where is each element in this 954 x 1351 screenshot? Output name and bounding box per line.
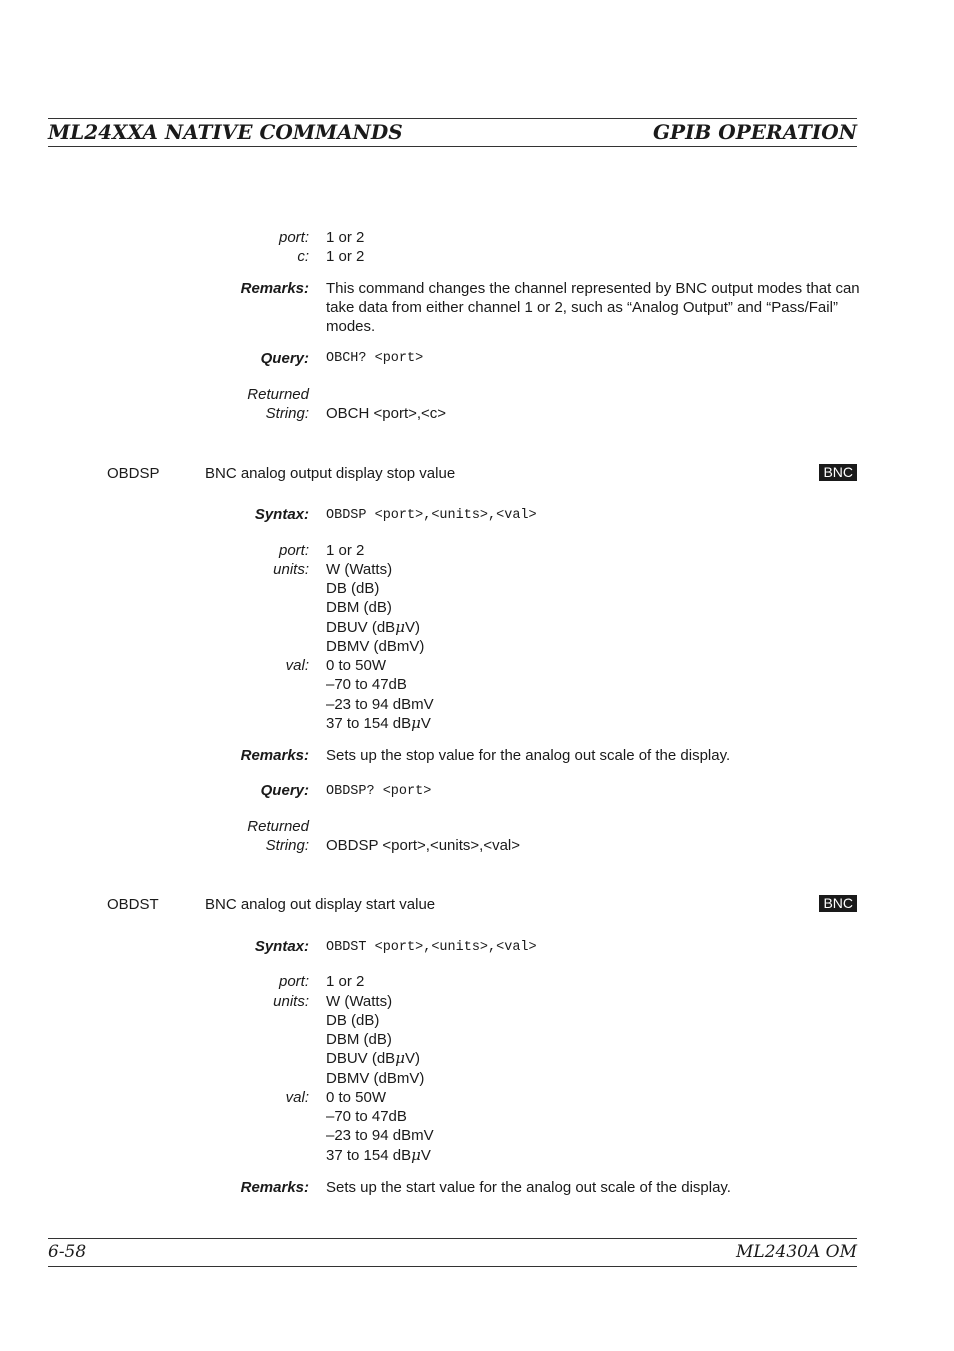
mu-symbol: μ <box>411 1146 421 1164</box>
dbuv-prefix: DBUV (dB <box>326 619 396 636</box>
string-label: String: <box>265 837 309 854</box>
header-chapter-title: GPIB OPERATION <box>652 120 857 144</box>
c-label: c: <box>297 248 309 265</box>
port-value: 1 or 2 <box>326 973 365 990</box>
port-label: port: <box>278 229 309 246</box>
remarks-label: Remarks: <box>240 747 309 764</box>
val-item: 0 to 50W <box>326 657 387 674</box>
mu-symbol: μ <box>395 1049 405 1067</box>
remarks-text: Sets up the start value for the analog out scale of the display. <box>326 1179 731 1196</box>
port-label: port: <box>278 973 309 990</box>
units-item: DBM (dB) <box>326 599 392 616</box>
c-value: 1 or 2 <box>326 248 365 265</box>
dbuv-prefix: DBUV (dB <box>326 1050 396 1067</box>
units-item-dbuv <box>326 1049 420 1068</box>
units-item: DBM (dB) <box>326 1031 392 1048</box>
remarks-label: Remarks: <box>240 280 309 297</box>
header-section-title: ML24XXA NATIVE COMMANDS <box>48 120 403 144</box>
val-item-dbuv <box>326 1146 431 1165</box>
units-item-dbuv <box>326 618 420 637</box>
units-item: DBMV (dBmV) <box>326 638 425 655</box>
val-item: –70 to 47dB <box>326 1108 407 1125</box>
port-value: 1 or 2 <box>326 229 365 246</box>
val-suffix: V <box>420 715 431 732</box>
mu-symbol: μ <box>395 618 405 636</box>
val-label: val: <box>285 1089 309 1106</box>
command-description: BNC analog out display start value <box>205 896 436 913</box>
dbuv-suffix: V) <box>404 1050 420 1067</box>
query-label: Query: <box>260 350 309 367</box>
page-number: 6-58 <box>48 1242 87 1262</box>
val-item: 0 to 50W <box>326 1089 387 1106</box>
units-label: units: <box>273 561 309 578</box>
syntax-label: Syntax: <box>254 506 309 523</box>
val-item: –23 to 94 dBmV <box>326 1127 434 1144</box>
units-item: DBMV (dBmV) <box>326 1070 425 1087</box>
syntax-label: Syntax: <box>254 938 309 955</box>
syntax-value: OBDSP <port>,<units>,<val> <box>326 508 537 523</box>
page-footer <box>48 1238 857 1267</box>
string-label: String: <box>265 405 309 422</box>
returned-label: Returned <box>247 386 309 403</box>
remarks-text: Sets up the stop value for the analog out scale of the display. <box>326 747 731 764</box>
val-item-dbuv <box>326 714 431 733</box>
manual-title: ML2430A OM <box>736 1242 857 1262</box>
units-label: units: <box>273 993 309 1010</box>
port-label: port: <box>278 542 309 559</box>
val-item: –23 to 94 dBmV <box>326 696 434 713</box>
returned-value: OBDSP <port>,<units>,<val> <box>326 837 521 854</box>
syntax-value: OBDST <port>,<units>,<val> <box>326 940 537 955</box>
command-description: BNC analog output display stop value <box>205 465 456 482</box>
port-value: 1 or 2 <box>326 542 365 559</box>
command-name: OBDST <box>107 896 159 913</box>
val-prefix: 37 to 154 dB <box>326 715 412 732</box>
remarks-label: Remarks: <box>240 1179 309 1196</box>
dbuv-suffix: V) <box>404 619 420 636</box>
returned-value: OBCH <port>,<c> <box>326 405 447 422</box>
units-item: W (Watts) <box>326 561 393 578</box>
query-value: OBCH? <port> <box>326 351 424 366</box>
command-name: OBDSP <box>107 465 160 482</box>
bnc-badge: BNC <box>819 895 857 912</box>
page-header <box>48 118 857 147</box>
query-value: OBDSP? <port> <box>326 784 432 799</box>
val-suffix: V <box>420 1147 431 1164</box>
mu-symbol: μ <box>411 714 421 732</box>
val-prefix: 37 to 154 dB <box>326 1147 412 1164</box>
units-item: W (Watts) <box>326 993 393 1010</box>
units-item: DB (dB) <box>326 580 380 597</box>
val-label: val: <box>285 657 309 674</box>
query-label: Query: <box>260 782 309 799</box>
units-item: DB (dB) <box>326 1012 380 1029</box>
val-item: –70 to 47dB <box>326 676 407 693</box>
returned-label: Returned <box>247 818 309 835</box>
remarks-text: This command changes the channel represented by BNC output modes that can take data from either channel 1 or 2, such as “Analog Output” and “Pass/Fail” modes. <box>326 280 860 335</box>
bnc-badge: BNC <box>819 464 857 481</box>
